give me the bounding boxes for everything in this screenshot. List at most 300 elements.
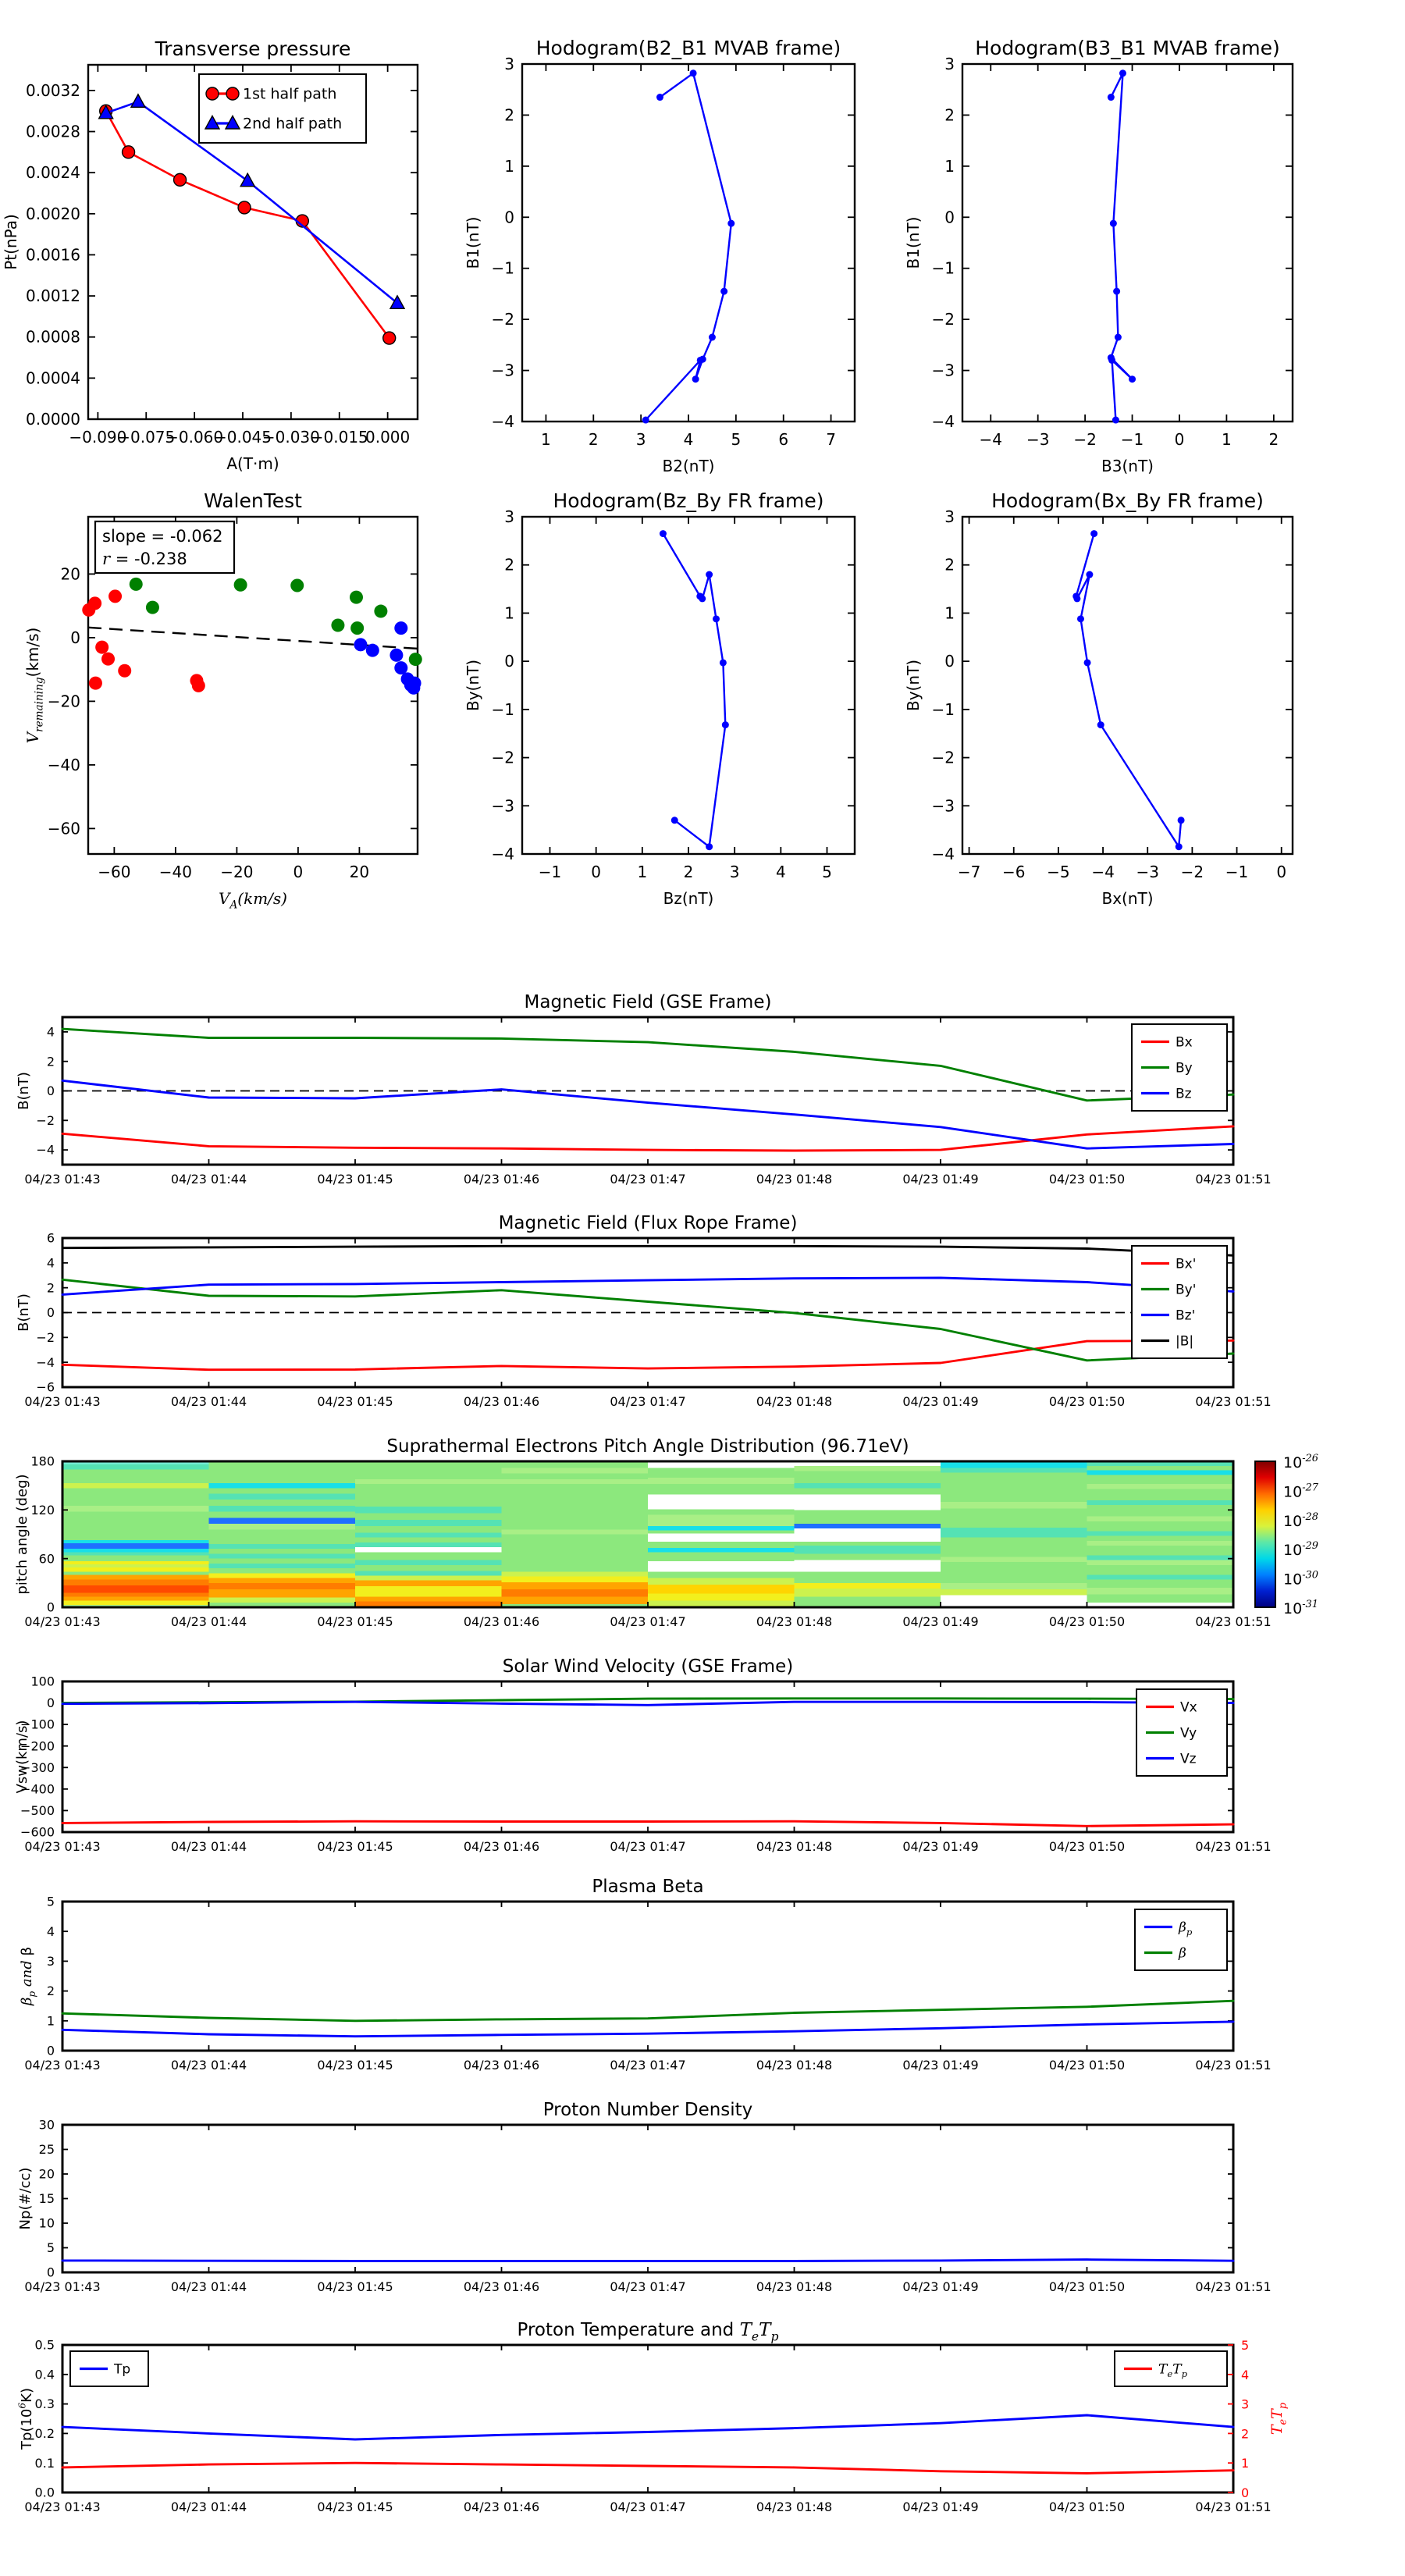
colorbar-tick-label: $10^{-27}$ <box>1283 1482 1318 1501</box>
heatmap-cell <box>941 1473 1087 1502</box>
x-tick-label: 04/23 01:43 <box>24 2058 101 2073</box>
y-tick-label: 0.0000 <box>26 410 80 429</box>
heatmap-cell <box>502 1484 649 1529</box>
heatmap-cell <box>355 1571 502 1575</box>
y-tick-label: 3 <box>944 55 955 73</box>
heatmap-cell <box>1087 1546 1234 1555</box>
y-axis-label: Pt(nPa) <box>2 214 20 270</box>
y-tick-label: 0.4 <box>34 2367 55 2382</box>
panel-title: Proton Number Density <box>542 2100 753 2120</box>
data-marker <box>1077 615 1084 622</box>
series-B2_B1 <box>646 73 731 420</box>
panel-title: Hodogram(B3_B1 MVAB frame) <box>975 37 1280 59</box>
series-βp <box>62 2022 1233 2037</box>
y-tick-label: 0.0008 <box>26 327 80 347</box>
data-marker <box>1073 595 1080 602</box>
y-tick-label: 0.0020 <box>26 204 80 223</box>
colorbar-tick-label: $10^{-30}$ <box>1283 1569 1318 1589</box>
heatmap-cell <box>355 1532 502 1537</box>
data-marker <box>240 173 254 187</box>
y-tick-label: 1 <box>504 603 514 623</box>
heatmap-cell <box>648 1468 795 1477</box>
heatmap-cell <box>209 1583 356 1589</box>
heatmap-cell <box>209 1494 356 1500</box>
legend-label: Tp <box>114 2361 131 2378</box>
annotation-text: r = -0.238 <box>102 550 187 568</box>
y-axis-label: By(nT) <box>904 659 923 712</box>
heatmap-cell <box>941 1562 1087 1583</box>
data-marker <box>1176 843 1183 850</box>
data-marker <box>131 94 145 108</box>
y-tick-label: 2 <box>46 1280 55 1296</box>
x-tick-label: −0.015 <box>310 428 368 447</box>
heatmap-cell <box>648 1561 795 1572</box>
heatmap-cell <box>648 1548 795 1552</box>
scatter-point-middle-interval <box>374 605 387 618</box>
heatmap-cell <box>1087 1505 1234 1517</box>
heatmap-cell <box>648 1585 795 1593</box>
heatmap-cell <box>795 1471 941 1483</box>
x-tick-label: −2 <box>1180 863 1204 881</box>
scatter-point-first-interval <box>192 679 205 692</box>
data-marker <box>671 817 678 824</box>
y-tick-label: 6 <box>46 1230 55 1246</box>
scatter-point-middle-interval <box>234 578 247 592</box>
x-tick-label: 04/23 01:43 <box>24 1394 101 1409</box>
legend-label: Vy <box>1180 1725 1197 1742</box>
heatmap-cell <box>502 1474 649 1479</box>
y-tick-label: 5 <box>46 2240 55 2256</box>
heatmap-cell <box>1087 1588 1234 1594</box>
y-axis-label: By(nT) <box>464 659 482 712</box>
y-axis-label: B1(nT) <box>904 216 923 269</box>
x-tick-label: 04/23 01:45 <box>317 1172 393 1187</box>
x-tick-label: 04/23 01:47 <box>610 1394 686 1409</box>
x-tick-label: 04/23 01:50 <box>1048 2279 1126 2294</box>
panel-title: WalenTest <box>204 489 302 512</box>
plot-frame <box>62 1902 1233 2051</box>
heatmap-cell <box>502 1582 649 1589</box>
heatmap-cell <box>795 1542 941 1546</box>
heatmap-cell <box>1087 1521 1234 1531</box>
x-axis-label: Bz(nT) <box>663 889 714 908</box>
x-tick-label: 04/23 01:48 <box>756 1614 833 1629</box>
heatmap-cell <box>62 1567 209 1571</box>
data-marker <box>1115 334 1122 341</box>
heatmap-cell <box>795 1553 941 1560</box>
heatmap-cell <box>941 1502 1087 1508</box>
plot-frame <box>962 64 1293 422</box>
x-tick-label: 04/23 01:51 <box>1195 1172 1272 1187</box>
y-tick-label: 0.3 <box>34 2396 55 2412</box>
panel-title: Proton Temperature and $T_eT_p$ <box>517 2320 779 2344</box>
heatmap-cell <box>648 1515 795 1527</box>
y-tick-label: 0.0004 <box>26 368 80 388</box>
scatter-point-first-interval <box>108 589 122 603</box>
x-tick-label: 04/23 01:48 <box>756 2058 833 2073</box>
x-tick-label: 5 <box>731 430 742 449</box>
data-marker <box>1084 659 1091 666</box>
heatmap-cell <box>1087 1560 1234 1565</box>
data-marker <box>642 417 649 424</box>
x-tick-label: 04/23 01:47 <box>610 2279 686 2294</box>
y-tick-label: −4 <box>931 845 955 863</box>
y-tick-label: 4 <box>46 1923 55 1939</box>
right-y-tick-label: 5 <box>1241 2338 1250 2353</box>
heatmap-cell <box>355 1538 502 1542</box>
heatmap-cell <box>795 1510 941 1524</box>
y-tick-label: 15 <box>38 2191 55 2207</box>
heatmap-cell <box>941 1508 1087 1528</box>
x-tick-label: 04/23 01:43 <box>24 1839 101 1854</box>
x-tick-label: 04/23 01:50 <box>1048 1394 1126 1409</box>
heatmap-cell <box>1087 1531 1234 1535</box>
y-axis-label: B(nT) <box>16 1072 32 1110</box>
y-tick-label: 0.0 <box>34 2485 55 2500</box>
data-marker <box>699 595 706 602</box>
data-marker <box>1178 817 1185 824</box>
y-tick-label: −1 <box>931 699 955 719</box>
scatter-point-last-interval <box>354 638 367 651</box>
heatmap-cell <box>502 1571 649 1576</box>
x-tick-label: 04/23 01:51 <box>1195 1394 1272 1409</box>
y-tick-label: 4 <box>46 1255 55 1271</box>
scatter-point-last-interval <box>394 661 407 674</box>
heatmap-cell <box>941 1583 1087 1589</box>
x-tick-label: 04/23 01:45 <box>317 2500 393 2514</box>
colorbar-tick-label: $10^{-26}$ <box>1283 1453 1318 1471</box>
x-tick-label: 04/23 01:51 <box>1195 1614 1272 1629</box>
heatmap-cell <box>62 1596 209 1600</box>
heatmap-cell <box>941 1595 1087 1607</box>
heatmap-cell <box>502 1529 649 1534</box>
data-marker <box>238 201 251 214</box>
heatmap-cell <box>355 1461 502 1479</box>
x-tick-label: 04/23 01:46 <box>463 2500 540 2514</box>
heatmap-cell <box>355 1547 502 1552</box>
heatmap-cell <box>648 1509 795 1514</box>
y-axis-label: $\beta_p$ and β <box>19 1946 38 2006</box>
data-marker <box>1108 357 1115 364</box>
y-tick-label: 25 <box>38 2142 55 2158</box>
data-marker <box>1108 94 1115 101</box>
panel-title: Magnetic Field (GSE Frame) <box>524 992 772 1012</box>
x-tick-label: 1 <box>541 430 551 449</box>
scatter-point-middle-interval <box>146 601 159 614</box>
y-tick-label: −1 <box>491 699 514 719</box>
scatter-point-first-interval <box>118 664 131 678</box>
panel-p5 <box>464 489 855 908</box>
data-marker <box>727 220 735 227</box>
heatmap-cell <box>1087 1536 1234 1541</box>
heatmap-cell <box>355 1586 502 1597</box>
heatmap-cell <box>209 1529 356 1544</box>
x-tick-label: 04/23 01:46 <box>463 1839 540 1854</box>
heatmap-cell <box>209 1511 356 1517</box>
y-tick-label: −600 <box>20 1824 55 1840</box>
panel-p6 <box>904 489 1293 908</box>
y-axis-label: Vsw(km/s) <box>14 1720 30 1794</box>
x-tick-label: 04/23 01:49 <box>902 1172 979 1187</box>
y-tick-label: 0 <box>46 1305 55 1321</box>
x-tick-label: 04/23 01:46 <box>463 2279 540 2294</box>
y-tick-label: 1 <box>944 156 955 176</box>
x-tick-label: −40 <box>158 863 192 881</box>
x-tick-label: 04/23 01:43 <box>24 2500 101 2514</box>
y-axis-label: Np(#/cc) <box>17 2167 34 2230</box>
heatmap-cell <box>795 1528 941 1542</box>
data-marker <box>1129 375 1136 382</box>
x-tick-label: 04/23 01:48 <box>756 2279 833 2294</box>
series-β <box>62 2001 1233 2021</box>
y-tick-label: 0.1 <box>34 2455 55 2471</box>
heatmap-cell <box>62 1483 209 1488</box>
y-tick-label: 1 <box>46 2013 55 2029</box>
y-tick-label: −20 <box>47 692 80 711</box>
heatmap-cell <box>62 1556 209 1561</box>
heatmap-cell <box>795 1583 941 1589</box>
legend-label: $\beta_p$ <box>1179 1920 1193 1938</box>
panel-fr <box>16 1213 1272 1409</box>
x-tick-label: 04/23 01:44 <box>170 1394 247 1409</box>
data-marker <box>383 332 396 344</box>
y-tick-label: 0 <box>504 652 514 671</box>
x-axis-label: B2(nT) <box>662 457 715 475</box>
panel-p1 <box>2 37 418 473</box>
heatmap-cell <box>795 1560 941 1572</box>
y-tick-label: −40 <box>47 755 80 774</box>
heatmap-cell <box>502 1535 649 1572</box>
legend-box <box>199 74 366 143</box>
heatmap-cell <box>1087 1475 1234 1484</box>
panel-p4 <box>23 489 422 912</box>
x-tick-label: 04/23 01:50 <box>1048 1172 1126 1187</box>
x-tick-label: 04/23 01:47 <box>610 2058 686 2073</box>
data-marker <box>720 659 727 666</box>
y-tick-label: 0.0028 <box>26 122 80 141</box>
heatmap-cell <box>1087 1580 1234 1588</box>
data-marker <box>226 87 239 100</box>
x-tick-label: 2 <box>1268 430 1279 449</box>
x-tick-label: −20 <box>220 863 254 881</box>
panel-title: Hodogram(Bz_By FR frame) <box>553 489 824 512</box>
y-tick-label: 0 <box>944 652 955 671</box>
y-tick-label: 1 <box>504 156 514 176</box>
x-tick-label: 04/23 01:43 <box>24 2279 101 2294</box>
series-|B| <box>62 1246 1233 1255</box>
legend-label: Bx <box>1176 1034 1193 1051</box>
x-tick-label: 04/23 01:47 <box>610 1172 686 1187</box>
data-marker <box>1097 721 1104 728</box>
data-marker <box>1112 417 1119 424</box>
x-tick-label: 04/23 01:45 <box>317 2279 393 2294</box>
heatmap-cell <box>648 1593 795 1600</box>
y-tick-label: −4 <box>36 1354 55 1370</box>
series-Vz <box>62 1702 1233 1705</box>
x-tick-label: 1 <box>637 863 648 881</box>
heatmap-cell <box>502 1589 649 1596</box>
y-tick-label: 60 <box>38 1551 55 1567</box>
y-tick-label: −3 <box>491 361 514 380</box>
y-axis-label: $V_{remaining}(km/s)$ <box>23 627 46 744</box>
heatmap-cell <box>209 1559 356 1564</box>
panel-title: Transverse pressure <box>155 37 351 60</box>
data-marker <box>690 69 697 76</box>
heatmap-cell <box>941 1589 1087 1595</box>
legend-label: Vz <box>1180 1751 1197 1767</box>
y-tick-label: 2 <box>944 105 955 125</box>
y-tick-label: 3 <box>944 507 955 526</box>
legend-label: 2nd half path <box>243 115 343 133</box>
y-tick-label: −1 <box>931 258 955 278</box>
panel-pad <box>14 1436 1319 1629</box>
x-tick-label: −2 <box>1073 430 1097 449</box>
heatmap-cell <box>62 1574 209 1579</box>
heatmap-cell <box>62 1469 209 1483</box>
y-tick-label: 20 <box>38 2166 55 2182</box>
heatmap-cell <box>1087 1541 1234 1546</box>
heatmap-cell <box>648 1578 795 1585</box>
annotation-text: slope = -0.062 <box>102 527 223 546</box>
panel-beta <box>19 1877 1272 2073</box>
x-tick-label: −1 <box>538 863 562 881</box>
x-tick-label: 04/23 01:49 <box>902 1614 979 1629</box>
x-tick-label: 04/23 01:47 <box>610 1839 686 1854</box>
series-Tp <box>62 2415 1233 2439</box>
x-tick-label: 5 <box>822 863 832 881</box>
y-tick-label: 0 <box>46 1083 55 1099</box>
x-tick-label: 2 <box>683 863 694 881</box>
y-tick-label: 100 <box>30 1674 55 1689</box>
data-marker <box>174 173 187 186</box>
heatmap-cell <box>209 1578 356 1583</box>
heatmap-cell <box>62 1580 209 1585</box>
x-tick-label: 04/23 01:45 <box>317 2058 393 2073</box>
y-tick-label: −4 <box>491 412 514 431</box>
data-marker <box>706 843 713 850</box>
heatmap-cell <box>355 1575 502 1580</box>
heatmap-cell <box>355 1581 502 1586</box>
x-tick-label: 04/23 01:46 <box>463 1394 540 1409</box>
x-tick-label: 04/23 01:44 <box>170 2058 247 2073</box>
y-tick-label: 0.0012 <box>26 286 80 306</box>
heatmap-cell <box>648 1542 795 1548</box>
data-marker <box>713 615 720 622</box>
y-tick-label: −2 <box>931 310 955 329</box>
heatmap-cell <box>795 1488 941 1494</box>
y-tick-label: −500 <box>20 1803 55 1819</box>
scatter-point-middle-interval <box>409 653 422 666</box>
x-tick-label: 04/23 01:46 <box>463 2058 540 2073</box>
x-tick-label: 0 <box>1174 430 1185 449</box>
y-tick-label: 0 <box>46 1695 55 1711</box>
heatmap-cell <box>62 1464 209 1469</box>
plot-frame <box>62 2125 1233 2272</box>
x-tick-label: 04/23 01:50 <box>1048 1614 1126 1629</box>
y-tick-label: 0.2 <box>34 2426 55 2441</box>
heatmap-cell <box>1087 1466 1234 1470</box>
y-tick-label: 30 <box>38 2117 55 2133</box>
y-tick-label: 0.0032 <box>26 80 80 100</box>
heatmap-cell <box>795 1466 941 1471</box>
panel-tp <box>16 2320 1289 2514</box>
x-tick-label: 04/23 01:47 <box>610 2500 686 2514</box>
x-tick-label: 0 <box>293 863 304 881</box>
x-tick-label: 20 <box>349 863 370 881</box>
heatmap-cell <box>355 1596 502 1601</box>
y-tick-label: −60 <box>47 819 80 838</box>
heatmap-cell <box>795 1483 941 1488</box>
heatmap-cell <box>62 1571 209 1574</box>
data-marker <box>1119 69 1126 76</box>
x-tick-label: 4 <box>775 863 786 881</box>
heatmap-cell <box>355 1479 502 1484</box>
y-tick-label: 0 <box>46 2043 55 2058</box>
scatter-point-first-interval <box>101 653 115 666</box>
x-tick-label: 0 <box>1276 863 1287 881</box>
series-Vx <box>62 1821 1233 1826</box>
panel-title: Suprathermal Electrons Pitch Angle Distribution (96.71eV) <box>386 1436 909 1457</box>
legend-label: $T_eT_p$ <box>1158 2361 1187 2380</box>
y-tick-label: 2 <box>944 555 955 575</box>
panel-title: Plasma Beta <box>592 1877 704 1897</box>
series-By' <box>62 1279 1233 1361</box>
heatmap-cell <box>355 1507 502 1513</box>
heatmap-cell <box>62 1585 209 1592</box>
x-tick-label: 04/23 01:48 <box>756 2500 833 2514</box>
x-tick-label: 04/23 01:45 <box>317 1394 393 1409</box>
heatmap-cell <box>941 1538 1087 1557</box>
panel-title: Hodogram(Bx_By FR frame) <box>991 489 1264 512</box>
x-tick-label: 04/23 01:51 <box>1195 2058 1272 2073</box>
heatmap-cell <box>62 1543 209 1549</box>
scatter-point-last-interval <box>389 649 403 662</box>
legend-label: By' <box>1176 1282 1197 1298</box>
y-tick-label: −2 <box>491 748 514 767</box>
heatmap-cell <box>209 1553 356 1558</box>
y-tick-label: 180 <box>30 1453 55 1469</box>
y-tick-label: −4 <box>491 845 514 863</box>
plot-frame <box>522 517 855 854</box>
y-tick-label: −2 <box>36 1112 55 1128</box>
data-marker <box>390 296 404 309</box>
heatmap-cell <box>795 1596 941 1607</box>
heatmap-cell <box>62 1601 209 1605</box>
data-marker <box>656 94 663 101</box>
x-tick-label: 04/23 01:44 <box>170 1839 247 1854</box>
heatmap-cell <box>648 1484 795 1495</box>
x-tick-label: −7 <box>957 863 981 881</box>
series-By <box>62 1029 1233 1101</box>
x-tick-label: 7 <box>826 430 836 449</box>
heatmap-cell <box>209 1598 356 1603</box>
x-tick-label: 04/23 01:49 <box>902 2500 979 2514</box>
heatmap-cell <box>209 1573 356 1578</box>
heatmap-cell <box>355 1560 502 1565</box>
x-tick-label: −60 <box>98 863 131 881</box>
heatmap-cell <box>209 1564 356 1568</box>
heatmap-cell <box>648 1478 795 1484</box>
y-tick-label: 5 <box>46 1894 55 1909</box>
series-Bx <box>62 1126 1233 1151</box>
data-marker <box>1110 220 1117 227</box>
data-marker <box>722 721 729 728</box>
colorbar-tick-label: $10^{-28}$ <box>1283 1510 1318 1530</box>
heatmap-cell <box>355 1552 502 1560</box>
heatmap-cell <box>648 1552 795 1560</box>
x-tick-label: 4 <box>683 430 694 449</box>
x-tick-label: −0.090 <box>69 428 127 447</box>
